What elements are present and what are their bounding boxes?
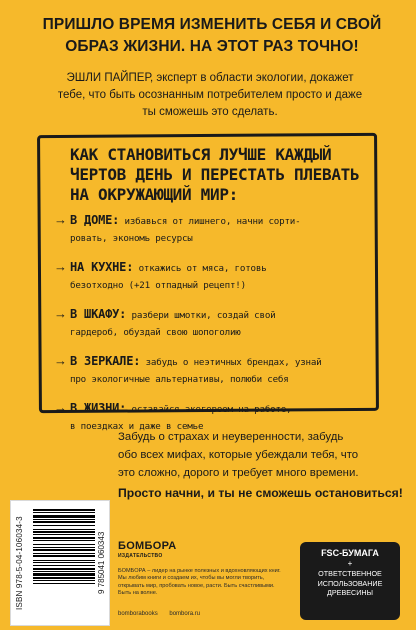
box-title-line: КАК СТАНОВИТЬСЯ ЛУЧШЕ КАЖДЫЙ <box>70 145 332 164</box>
outro-line: это сложно, дорого и требует много времени. <box>118 467 359 479</box>
arrow-icon: → <box>54 212 67 227</box>
outro-text <box>118 428 406 482</box>
item-key: НА КУХНЕ: <box>70 260 134 274</box>
publisher-description: БОМБОРА – лидер на рынке полезных и вдохновляющих книг. Мы любим книги и создаем их, чтобы вы могли творить, открывать мир, пробовать новое, расти. Быть счастливыми. Быть на волне. <box>118 568 281 597</box>
headline <box>22 14 402 58</box>
item-text: избавься от лишнего, начни сорти- <box>119 216 301 227</box>
fsc-badge <box>300 542 400 620</box>
headline-line: ОБРАЗ ЖИЗНИ. НА ЭТОТ РАЗ ТОЧНО! <box>65 38 359 55</box>
item-key: В ШКАФУ: <box>70 307 127 321</box>
call-to-action: Просто начни, и ты не сможешь остановиться! <box>118 486 403 500</box>
barcode-image <box>33 507 95 619</box>
item-key: В ДОМЕ: <box>70 213 120 227</box>
publisher-logo: БОМБОРА <box>118 540 177 552</box>
list-item <box>54 353 374 388</box>
social-link[interactable]: bomborabooks <box>118 611 158 617</box>
barcode-block <box>10 500 110 626</box>
list-item <box>54 212 374 247</box>
isbn-label: ISBN 978-5-04-106034-3 <box>15 516 24 610</box>
fsc-line: ОТВЕТСТВЕННОЕ <box>318 569 382 578</box>
arrow-icon: → <box>54 353 67 368</box>
item-key: В ЗЕРКАЛЕ: <box>70 354 141 368</box>
barcode-digits: 9 785041 060343 <box>97 531 106 595</box>
publisher-links <box>118 611 288 617</box>
item-text: про экологичные альтернативы, полюби себя <box>70 374 289 385</box>
fsc-line: ДРЕВЕСИНЫ <box>327 588 373 598</box>
arrow-icon: → <box>54 259 67 274</box>
tips-list <box>54 212 374 447</box>
intro-line: тебе, что быть осознанным потребителем просто и даже <box>57 89 363 101</box>
list-item <box>54 259 374 294</box>
item-text: откажись от мяса, готовь <box>133 263 267 274</box>
box-title <box>70 145 370 205</box>
headline-line: ПРИШЛО ВРЕМЯ ИЗМЕНИТЬ СЕБЯ И СВОЙ <box>42 16 382 33</box>
item-text: безотходно (+21 отпадный рецепт!) <box>70 280 246 291</box>
intro-text <box>30 70 390 121</box>
outro-line: обо всех мифах, которые убеждали тебя, что <box>118 449 359 461</box>
fsc-title: FSC-БУМАГА <box>321 548 379 558</box>
intro-line: ЭШЛИ ПАЙПЕР, эксперт в области экологии, докажет <box>66 72 354 84</box>
list-item <box>54 306 374 341</box>
item-text: разбери шмотки, создай свой <box>126 310 276 321</box>
box-title-line: ЧЕРТОВ ДЕНЬ И ПЕРЕСТАТЬ ПЛЕВАТЬ <box>70 165 360 184</box>
item-text: ровать, экономь ресурсы <box>70 233 193 244</box>
plus-icon: + <box>347 559 353 568</box>
box-title-line: НА ОКРУЖАЮЩИЙ МИР: <box>70 185 238 204</box>
item-text: оставайся экогероем на работе, <box>126 404 292 415</box>
arrow-icon: → <box>54 306 67 321</box>
outro-line: Забудь о страхах и неуверенности, забудь <box>118 431 344 443</box>
item-text: в поездках и даже в семье <box>70 421 204 432</box>
item-text: гардероб, обуздай свою шопоголию <box>70 327 241 338</box>
publisher-subtitle: ИЗДАТЕЛЬСТВО <box>118 553 163 559</box>
website-link[interactable]: bombora.ru <box>169 611 201 617</box>
fsc-line: ИСПОЛЬЗОВАНИЕ <box>317 578 383 588</box>
item-key: В ЖИЗНИ: <box>70 401 127 415</box>
item-text: забудь о неэтичных брендах, узнай <box>140 357 322 368</box>
arrow-icon: → <box>54 400 67 415</box>
intro-line: ты сможешь это сделать. <box>142 106 278 118</box>
